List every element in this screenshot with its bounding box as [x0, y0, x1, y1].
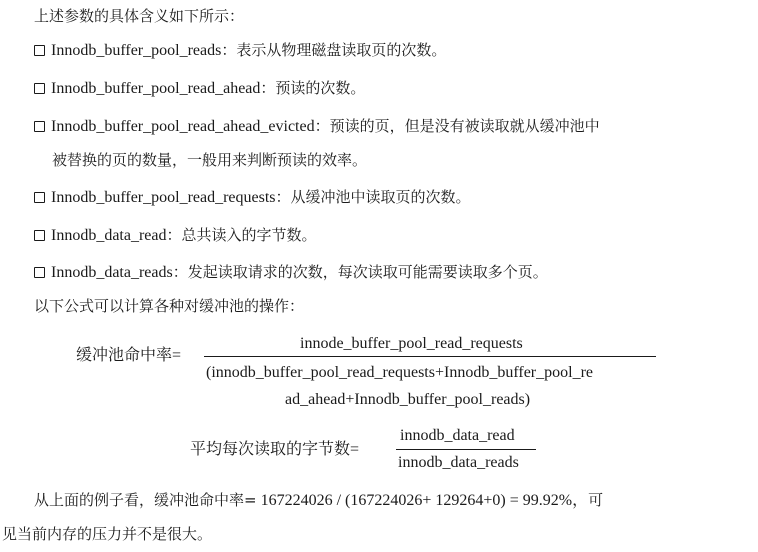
checkbox-icon — [34, 83, 45, 94]
param-desc: 发起读取请求的次数，每次读取可能需要读取多个页。 — [187, 263, 548, 281]
param-sep: ： — [166, 226, 182, 244]
formula-intro: 以下公式可以计算各种对缓冲池的操作： — [34, 297, 305, 315]
param-sep: ： — [275, 188, 291, 206]
param-term: Innodb_data_read — [51, 227, 167, 244]
param-desc: 表示从物理磁盘读取页的次数。 — [236, 41, 447, 59]
checkbox-icon — [34, 192, 45, 203]
checkbox-icon — [34, 45, 45, 56]
formula-denominator: innodb_data_reads — [398, 454, 519, 471]
list-item — [34, 40, 446, 61]
conclusion-text: 从上面的例子看，缓冲池命中率= — [34, 491, 257, 509]
param-term: Innodb_buffer_pool_reads — [51, 42, 222, 59]
conclusion-line-2: 见当前内存的压力并不是很大。 — [2, 525, 213, 543]
conclusion-line-1 — [34, 490, 603, 511]
list-item — [34, 262, 548, 283]
list-item — [34, 116, 600, 137]
intro-text: 上述参数的具体含义如下所示： — [34, 7, 245, 25]
conclusion-math: 167224026 / (167224026+ 129264+0) = 99.92%， — [256, 492, 589, 509]
param-term: Innodb_buffer_pool_read_requests — [51, 189, 276, 206]
param-term: Innodb_buffer_pool_read_ahead — [51, 80, 261, 97]
param-sep: ： — [260, 79, 276, 97]
list-item — [34, 225, 317, 246]
fraction-bar — [204, 356, 656, 357]
param-desc: 预读的页，但是没有被读取就从缓冲池中 — [329, 117, 600, 135]
formula-numerator: innode_buffer_pool_read_requests — [300, 335, 523, 352]
formula-denominator-line2: ad_ahead+Innodb_buffer_pool_reads) — [285, 391, 531, 408]
list-item — [34, 78, 365, 99]
formula-denominator-line1: (innodb_buffer_pool_read_requests+Innodb_buffer_pool_re — [206, 364, 593, 381]
formula-label: 缓冲池命中率= — [76, 347, 182, 364]
list-item — [34, 187, 471, 208]
param-term: Innodb_data_reads — [51, 264, 173, 281]
formula-label: 平均每次读取的字节数= — [190, 441, 360, 458]
param-sep: ： — [314, 117, 330, 135]
param-desc: 预读的次数。 — [275, 79, 366, 97]
param-term: Innodb_buffer_pool_read_ahead_evicted — [51, 118, 315, 135]
fraction-bar — [396, 449, 536, 450]
conclusion-text-end: 可 — [588, 491, 604, 509]
param-desc-continuation: 被替换的页的数量，一般用来判断预读的效率。 — [52, 151, 368, 169]
checkbox-icon — [34, 267, 45, 278]
param-desc: 从缓冲池中读取页的次数。 — [290, 188, 471, 206]
checkbox-icon — [34, 121, 45, 132]
param-sep: ： — [172, 263, 188, 281]
checkbox-icon — [34, 230, 45, 241]
param-sep: ： — [221, 41, 237, 59]
formula-numerator: innodb_data_read — [400, 427, 515, 444]
param-desc: 总共读入的字节数。 — [181, 226, 317, 244]
